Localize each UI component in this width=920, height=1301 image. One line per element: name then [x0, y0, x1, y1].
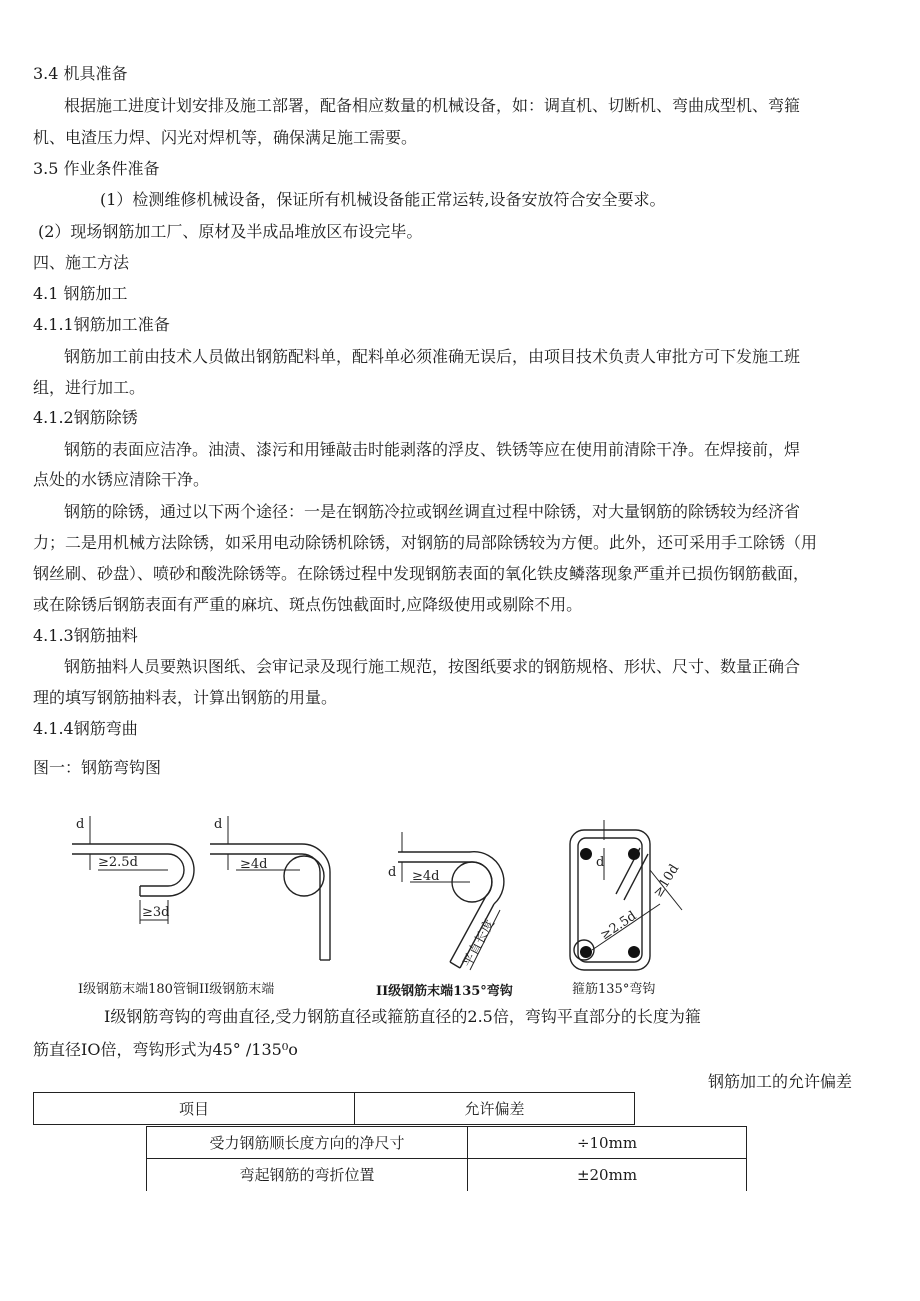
hook-135-drawing: [398, 832, 504, 970]
figure-caption-right: 箍筋135°弯钩: [572, 982, 656, 997]
fig2-dim1-label: ≥4d: [240, 857, 268, 872]
section-3-4-heading: 3.4 机具准备: [33, 64, 128, 83]
section-4-1-2-para1-line2: 点处的水锈应清除干净。: [33, 470, 210, 489]
tolerance-table-body: [146, 1126, 747, 1191]
row-tolerance: ±20mm: [468, 1159, 747, 1191]
section-3-5-heading: 3.5 作业条件准备: [33, 159, 160, 178]
section-4-1-1-para-line1: 钢筋加工前由技术人员做出钢筋配料单，配料单必须准确无误后，由项目技术负责人审批方可下发施工班: [64, 347, 801, 366]
fig1-dim1-label: ≥2.5d: [98, 855, 138, 870]
section-4-1-2-heading: 4.1.2钢筋除锈: [33, 408, 138, 427]
fig3-straight-label: 平直长度: [460, 916, 498, 970]
hook-180-drawing: [72, 816, 194, 924]
section-4-1-1-para-line2: 组，进行加工。: [33, 378, 146, 397]
section-3-4-para-line2: 机、电渣压力焊、闪光对焊机等，确保满足施工需要。: [33, 128, 418, 147]
section-3-5-item1: (1）检测维修机械设备，保证所有机械设备能正常运转,设备安放符合安全要求。: [100, 190, 666, 209]
section-4-1-3-para-line1: 钢筋抽料人员要熟识图纸、会审记录及现行施工规范，按图纸要求的钢筋规格、形状、尺寸、数量正确合: [64, 657, 801, 676]
fig1-d-label: d: [76, 817, 85, 832]
section-4-1-2-para1-line1: 钢筋的表面应洁净。油渍、漆污和用锤敲击时能剥落的浮皮、铁锈等应在使用前清除干净。在焊接前，焊: [64, 440, 801, 459]
header-col-tolerance: 允许偏差: [355, 1093, 635, 1125]
row-tolerance: ÷10mm: [468, 1127, 747, 1159]
section-4-1-4-heading: 4.1.4钢筋弯曲: [33, 719, 138, 738]
fig4-d-label: d: [596, 855, 605, 870]
figure-caption-left: Ⅰ级钢筋末端180管铜II级钢筋末端: [78, 982, 275, 997]
after-figure-line2: 筋直径IO倍，弯钩形式为45° /135⁰o: [33, 1040, 298, 1059]
section-4-1-3-para-line2: 理的填写钢筋抽料表，计算出钢筋的用量。: [33, 688, 338, 707]
fig3-d-label: d: [388, 865, 397, 880]
table-title: 钢筋加工的允许偏差: [708, 1072, 853, 1091]
header-col-item: 项目: [34, 1093, 355, 1125]
section-4-1-2-para2-line3: 钢丝刷、砂盘）、喷砂和酸洗除锈等。在除锈过程中发现钢筋表面的氧化铁皮鳞落现象严重并已损伤钢筋截面，: [33, 564, 810, 583]
section-4-1-2-para2-line4: 或在除锈后钢筋表面有严重的麻坑、斑点伤蚀截面时,应降级使用或剔除不用。: [33, 595, 583, 614]
hook-90-drawing: [210, 816, 330, 960]
after-figure-line1: Ⅰ级钢筋弯钩的弯曲直径,受力钢筋直径或箍筋直径的2.5倍，弯钩平直部分的长度为箍: [104, 1007, 701, 1026]
section-4-1-2-para2-line2: 力；二是用机械方法除锈，如采用电动除锈机除锈，对钢筋的局部除锈较为方便。此外，还可采用手工除锈（用: [33, 533, 818, 552]
fig4-dim1-label: ≥2.5d: [597, 908, 640, 944]
row-item: 受力钢筋顺长度方向的净尺寸: [147, 1127, 468, 1159]
fig2-d-label: d: [214, 817, 223, 832]
section-4-heading: 四、施工方法: [33, 253, 130, 272]
section-4-1-1-heading: 4.1.1钢筋加工准备: [33, 315, 170, 334]
section-3-5-item2: (2）现场钢筋加工厂、原材及半成品堆放区布设完毕。: [38, 222, 423, 241]
section-3-4-para-line1: 根据施工进度计划安排及施工部署，配备相应数量的机械设备，如：调直机、切断机、弯曲成型机、弯箍: [64, 96, 801, 115]
section-4-1-heading: 4.1 钢筋加工: [33, 284, 128, 303]
fig1-dim2-label: ≥3d: [142, 905, 170, 920]
fig3-dim1-label: ≥4d: [412, 869, 440, 884]
rebar-hook-figure: [0, 800, 920, 1000]
row-item: 弯起钢筋的弯折位置: [147, 1159, 468, 1191]
table-header: [33, 1092, 635, 1125]
figure-caption-mid: II级钢筋末端135°弯钩: [376, 984, 513, 999]
table-row: [147, 1159, 747, 1191]
section-4-1-2-para2-line1: 钢筋的除锈，通过以下两个途径：一是在钢筋冷拉或钢丝调直过程中除锈，对大量钢筋的除锈较为经济省: [64, 502, 801, 521]
figure-title: 图一：钢筋弯钩图: [33, 758, 162, 777]
table-row: [147, 1127, 747, 1159]
fig4-dim2-label: ≥10d: [650, 861, 683, 901]
section-4-1-3-heading: 4.1.3钢筋抽料: [33, 626, 138, 645]
